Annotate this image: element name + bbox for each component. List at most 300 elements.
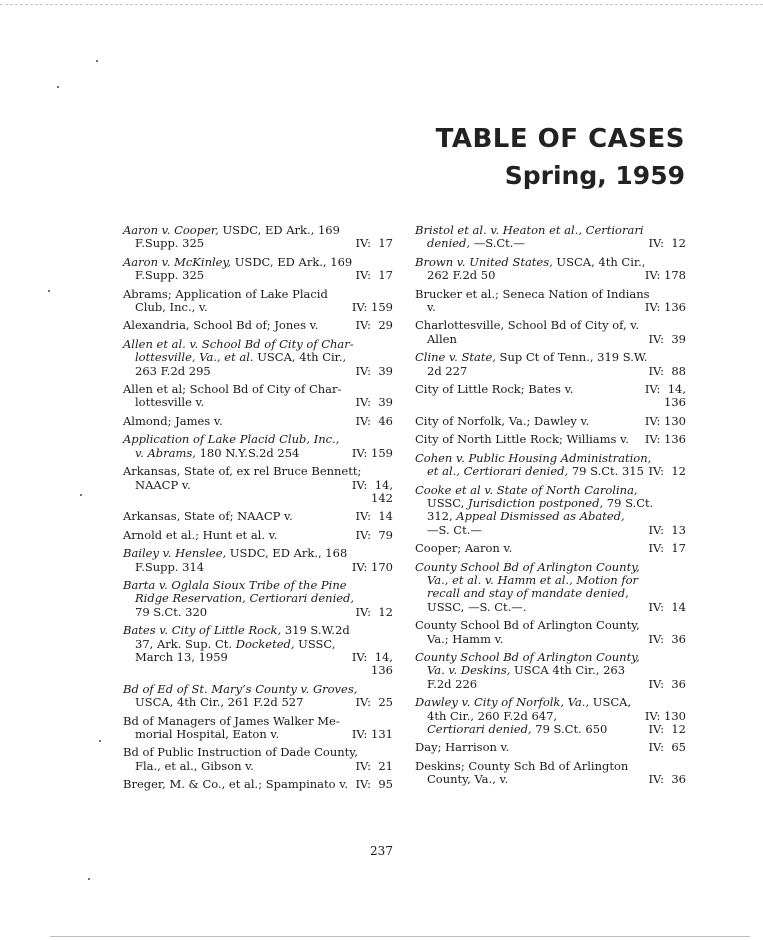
case-line	[415, 497, 686, 510]
case-citation	[427, 723, 607, 736]
case-text: 37, Ark. Sup. Ct.	[135, 636, 236, 651]
case-citation	[427, 510, 625, 523]
case-citation	[123, 510, 293, 523]
volume-page-reference: 136	[371, 663, 393, 678]
case-line	[415, 333, 686, 346]
volume-page-reference: IV: 14,	[644, 382, 686, 397]
case-text: —S. Ct.—	[427, 522, 482, 537]
case-line	[415, 723, 686, 736]
case-text: NAACP v.	[135, 477, 191, 492]
case-text: morial Hospital, Eaton v.	[135, 727, 280, 741]
case-text: USSC,	[294, 636, 336, 651]
case-citation	[123, 624, 350, 637]
case-entry	[415, 256, 686, 283]
case-citation	[123, 715, 340, 728]
volume-page-reference: IV: 131	[351, 727, 393, 741]
case-citation	[415, 383, 573, 396]
case-citation	[415, 696, 631, 709]
case-entry	[415, 351, 686, 378]
case-entry	[415, 561, 686, 615]
case-line	[415, 383, 686, 396]
case-line	[123, 683, 393, 696]
case-text: County, Va., v.	[427, 772, 509, 787]
case-citation	[427, 664, 625, 677]
case-citation	[135, 237, 204, 250]
case-entry	[415, 484, 686, 538]
case-citation	[415, 542, 512, 555]
case-line	[123, 338, 393, 351]
case-citation	[427, 333, 457, 346]
case-citation	[415, 651, 640, 664]
case-line	[123, 592, 393, 605]
case-text: USDC, ED Ark., 169	[218, 223, 340, 237]
case-line	[415, 524, 686, 537]
volume-page-reference: IV: 21	[355, 758, 393, 773]
case-citation	[427, 465, 644, 478]
case-citation	[123, 415, 223, 428]
case-text: 79 S.Ct. 315	[568, 464, 644, 479]
case-text: USDC, ED Ark., 169	[231, 254, 353, 269]
case-text: Fla., et al., Gibson v.	[135, 758, 254, 773]
case-citation	[135, 447, 299, 460]
cases-column-left	[123, 224, 393, 797]
case-line	[123, 224, 393, 237]
case-name-italic: v. Abrams,	[135, 445, 196, 460]
case-line	[123, 237, 393, 250]
case-line	[415, 224, 686, 237]
page-number: 237	[370, 844, 393, 858]
case-citation	[427, 678, 477, 691]
case-line	[415, 452, 686, 465]
volume-page-reference: IV: 17	[355, 268, 393, 283]
case-entry	[415, 383, 686, 410]
case-line	[123, 351, 393, 364]
case-text: —S.Ct.—	[470, 236, 525, 251]
case-name-italic: Va., et al. v. Hamm et al., Motion for	[427, 572, 639, 587]
case-text: 2d 227	[427, 363, 468, 378]
case-citation	[427, 574, 638, 587]
volume-page-reference: IV: 17	[355, 236, 393, 251]
case-line	[415, 651, 686, 664]
case-line	[415, 678, 686, 691]
case-text: F.Supp. 325	[135, 236, 205, 251]
scan-speck	[48, 290, 50, 292]
case-name-italic: recall and stay of mandate denied,	[427, 586, 629, 601]
case-line	[415, 256, 686, 269]
case-citation	[427, 497, 653, 510]
case-citation	[135, 561, 204, 574]
volume-page-reference: IV: 136	[644, 432, 686, 447]
case-text: County School Bd of Arlington County,	[415, 618, 640, 633]
case-line	[123, 728, 393, 741]
case-citation	[123, 683, 357, 696]
case-name-italic: denied,	[427, 236, 471, 251]
case-line	[415, 760, 686, 773]
case-line	[415, 587, 686, 600]
case-text: USSC, —S. Ct.—.	[427, 599, 527, 614]
volume-page-reference: IV: 17	[648, 541, 686, 556]
case-citation	[135, 269, 204, 282]
case-text: Cooper; Aaron v.	[415, 541, 513, 556]
case-line	[415, 433, 686, 446]
case-citation	[415, 224, 644, 237]
case-name-italic: Application of Lake Placid Club, Inc.,	[123, 432, 340, 447]
case-text: March 13, 1959	[135, 649, 228, 664]
volume-page-reference: IV: 12	[355, 604, 393, 619]
case-text: 312,	[427, 509, 457, 524]
case-line	[415, 396, 686, 409]
case-text: v.	[427, 300, 436, 315]
case-line	[123, 433, 393, 446]
case-text: 263 F.2d 295	[135, 363, 211, 378]
case-entry	[123, 579, 393, 619]
volume-page-reference: IV: 130	[644, 413, 686, 428]
case-line	[415, 269, 686, 282]
case-citation	[427, 601, 526, 614]
case-text: Sup Ct of Tenn., 319 S.W.	[495, 350, 648, 365]
volume-page-reference: IV: 39	[648, 331, 686, 346]
case-entry	[123, 683, 393, 710]
case-text: Allen et al; School Bd of City of Char-	[123, 382, 342, 397]
volume-page-reference: IV: 29	[355, 318, 393, 333]
case-text: F.Supp. 325	[135, 268, 205, 283]
case-name-italic: Cooke et al v. State of North Carolina,	[415, 482, 638, 497]
case-citation	[135, 651, 228, 664]
case-line	[415, 773, 686, 786]
case-entry	[415, 319, 686, 346]
case-citation	[427, 587, 629, 600]
case-text: Breger, M. & Co., et al.; Spampinato v.	[123, 777, 349, 792]
volume-page-reference: IV: 95	[355, 777, 393, 792]
case-text: USCA,	[589, 695, 632, 710]
case-entry	[123, 746, 393, 773]
case-line	[415, 319, 686, 332]
case-line	[123, 447, 393, 460]
case-line	[123, 561, 393, 574]
case-line	[123, 415, 393, 428]
case-text: lottesville v.	[135, 395, 205, 410]
case-text: F.Supp. 314	[135, 559, 205, 574]
case-line	[415, 696, 686, 709]
case-line	[123, 288, 393, 301]
page-bottom-edge	[50, 936, 750, 937]
scan-speck	[99, 740, 101, 742]
case-citation	[123, 746, 358, 759]
case-text: Day; Harrison v.	[415, 740, 510, 755]
case-name-italic: Appeal Dismissed as Abated,	[456, 509, 625, 524]
case-text: City of Norfolk, Va.; Dawley v.	[415, 413, 590, 428]
case-name-italic: Dawley v. City of Norfolk, Va.,	[415, 695, 590, 710]
case-citation	[135, 638, 335, 651]
case-line	[123, 651, 393, 664]
case-line	[415, 365, 686, 378]
volume-page-reference: IV: 36	[648, 772, 686, 787]
case-line	[123, 301, 393, 314]
case-name-italic: lottesville, Va., et al.	[135, 350, 254, 365]
scan-speck	[57, 86, 59, 88]
case-entry	[123, 529, 393, 542]
case-citation	[123, 579, 347, 592]
case-citation	[427, 365, 467, 378]
case-text: Arkansas, State of; NAACP v.	[123, 509, 293, 524]
case-text: 4th Cir., 260 F.2d 647,	[427, 708, 558, 723]
case-text: City of North Little Rock; Williams v.	[415, 432, 629, 447]
case-citation	[415, 288, 650, 301]
case-citation	[135, 760, 254, 773]
case-entry	[123, 715, 393, 742]
case-name-italic: Aaron v. McKinley,	[123, 254, 232, 269]
case-citation	[123, 383, 341, 396]
case-entry	[123, 547, 393, 574]
case-text: USCA, 4th Cir.,	[552, 254, 646, 269]
case-citation	[427, 269, 495, 282]
case-citation	[415, 351, 647, 364]
case-text: Arkansas, State of, ex rel Bruce Bennett;	[123, 464, 362, 479]
case-citation	[123, 256, 352, 269]
case-text: F.2d 226	[427, 676, 478, 691]
case-text: USCA, 4th Cir.,	[253, 350, 347, 365]
case-text: 79 S.Ct. 320	[135, 604, 208, 619]
case-line	[415, 542, 686, 555]
case-citation	[415, 741, 509, 754]
case-entry	[415, 760, 686, 787]
scan-speck	[96, 60, 98, 62]
case-name-italic: Bates v. City of Little Rock,	[123, 623, 282, 638]
case-text: 180 N.Y.S.2d 254	[195, 445, 300, 460]
case-citation	[415, 319, 639, 332]
scan-speck	[88, 878, 90, 880]
volume-page-reference: IV: 14	[648, 599, 686, 614]
case-entry	[415, 452, 686, 479]
volume-page-reference: IV: 159	[351, 300, 393, 315]
case-line	[123, 579, 393, 592]
case-entry	[123, 338, 393, 378]
case-text: 262 F.2d 50	[427, 268, 496, 283]
case-text: Brucker et al.; Seneca Nation of Indians	[415, 286, 650, 301]
case-name-italic: Bailey v. Henslee,	[123, 546, 227, 561]
case-name-italic: Bd of Ed of St. Mary’s County v. Groves,	[123, 681, 358, 696]
case-text: USCA, 4th Cir., 261 F.2d 527	[135, 695, 304, 710]
case-citation	[123, 224, 340, 237]
case-line	[123, 365, 393, 378]
case-line	[123, 746, 393, 759]
volume-page-reference: 136	[664, 395, 686, 410]
case-line	[123, 760, 393, 773]
case-entry	[123, 415, 393, 428]
case-entry	[415, 542, 686, 555]
volume-page-reference: IV: 39	[355, 395, 393, 410]
volume-page-reference: IV: 178	[644, 268, 686, 283]
case-line	[415, 288, 686, 301]
case-citation	[427, 237, 525, 250]
case-citation	[415, 415, 589, 428]
case-text: Charlottesville, School Bd of City of, v.	[415, 318, 640, 333]
volume-page-reference: IV: 79	[355, 527, 393, 542]
case-text: USCA 4th Cir., 263	[510, 663, 626, 678]
case-line	[415, 619, 686, 632]
case-citation	[123, 288, 328, 301]
volume-page-reference: IV: 39	[355, 363, 393, 378]
case-entry	[415, 224, 686, 251]
case-line	[123, 319, 393, 332]
case-citation	[123, 778, 348, 791]
case-citation	[135, 696, 303, 709]
page-subtitle: Spring, 1959	[504, 161, 685, 190]
volume-page-reference: IV: 170	[351, 559, 393, 574]
case-name-italic: Cohen v. Public Housing Administration,	[415, 450, 652, 465]
case-text: USDC, ED Ark., 168	[226, 546, 348, 561]
case-text: Va.; Hamm v.	[427, 631, 504, 646]
page-top-edge	[0, 4, 763, 5]
case-line	[123, 529, 393, 542]
volume-page-reference: 142	[371, 490, 393, 505]
case-citation	[415, 256, 645, 269]
case-line	[123, 492, 393, 505]
case-line	[415, 415, 686, 428]
case-name-italic: Cline v. State,	[415, 350, 496, 365]
case-line	[123, 606, 393, 619]
page-title: TABLE OF CASES	[435, 124, 685, 154]
case-entry	[123, 256, 393, 283]
case-text: Club, Inc., v.	[135, 300, 208, 315]
case-line	[123, 715, 393, 728]
case-citation	[123, 319, 318, 332]
case-text: 79 S.Ct. 650	[531, 722, 608, 736]
case-line	[415, 741, 686, 754]
case-line	[415, 633, 686, 646]
case-line	[123, 638, 393, 651]
volume-page-reference: IV: 46	[355, 413, 393, 428]
case-name-italic: Ridge Reservation, Certiorari denied,	[135, 591, 355, 606]
case-text: Almond; James v.	[123, 413, 223, 428]
case-citation	[427, 633, 503, 646]
case-citation	[415, 561, 640, 574]
case-text: 79 S.Ct.	[603, 495, 654, 510]
case-line	[415, 601, 686, 614]
case-entry	[415, 415, 686, 428]
case-citation	[415, 433, 629, 446]
case-line	[415, 351, 686, 364]
volume-page-reference: IV: 136	[644, 300, 686, 315]
case-citation	[123, 433, 339, 446]
case-citation	[135, 365, 211, 378]
case-line	[123, 664, 393, 677]
case-line	[415, 465, 686, 478]
case-line	[415, 561, 686, 574]
case-entry	[123, 224, 393, 251]
volume-page-reference: IV: 159	[351, 445, 393, 460]
case-citation	[135, 606, 207, 619]
case-citation	[123, 529, 277, 542]
volume-page-reference: IV: 25	[355, 695, 393, 710]
case-text: USSC,	[427, 495, 468, 510]
case-line	[415, 574, 686, 587]
volume-page-reference: IV: 88	[648, 363, 686, 378]
case-line	[123, 547, 393, 560]
case-entry	[123, 433, 393, 460]
case-line	[415, 510, 686, 523]
case-name-italic: Va. v. Deskins,	[427, 663, 511, 678]
volume-page-reference: IV: 12	[648, 722, 686, 736]
case-line	[415, 664, 686, 677]
case-entry	[415, 288, 686, 315]
case-text: Abrams; Application of Lake Placid	[123, 286, 328, 301]
case-entry	[415, 741, 686, 754]
case-name-italic: Jurisdiction postponed,	[467, 495, 604, 510]
case-line	[123, 479, 393, 492]
case-name-italic: Bristol et al. v. Heaton et al., Certiorari	[415, 223, 644, 237]
case-name-italic: Barta v. Oglala Sioux Tribe of the Pine	[123, 577, 347, 592]
scan-speck	[80, 494, 82, 496]
case-line	[123, 383, 393, 396]
case-citation	[135, 301, 208, 314]
volume-page-reference: IV: 12	[648, 236, 686, 251]
case-entry	[123, 778, 393, 791]
volume-page-reference: IV: 36	[648, 631, 686, 646]
case-name-italic: et al., Certiorari denied,	[427, 464, 569, 479]
case-line	[123, 624, 393, 637]
case-text: Deskins; County Sch Bd of Arlington	[415, 758, 629, 773]
case-text: City of Little Rock; Bates v.	[415, 382, 574, 397]
case-name-italic: Aaron v. Cooper,	[123, 223, 219, 237]
case-line	[415, 301, 686, 314]
case-citation	[135, 396, 204, 409]
case-entry	[123, 383, 393, 410]
case-text: Bd of Public Instruction of Dade County,	[123, 745, 358, 760]
case-text: Alexandria, School Bd of; Jones v.	[123, 318, 319, 333]
volume-page-reference: IV: 14	[355, 509, 393, 524]
volume-page-reference: IV: 36	[648, 676, 686, 691]
case-citation	[427, 301, 436, 314]
case-text: 319 S.W.2d	[281, 623, 350, 638]
case-citation	[123, 465, 361, 478]
case-entry	[123, 510, 393, 523]
volume-page-reference: IV: 12	[648, 464, 686, 479]
case-entry	[415, 651, 686, 691]
case-entry	[123, 624, 393, 678]
case-line	[123, 256, 393, 269]
case-line	[123, 465, 393, 478]
case-citation	[135, 479, 191, 492]
case-name-italic: Brown v. United States,	[415, 254, 553, 269]
case-citation	[415, 484, 638, 497]
case-citation	[427, 773, 508, 786]
case-citation	[415, 760, 628, 773]
case-text: Arnold et al.; Hunt et al. v.	[123, 527, 278, 542]
case-citation	[415, 452, 651, 465]
case-citation	[123, 338, 354, 351]
case-line	[123, 269, 393, 282]
case-entry	[123, 465, 393, 505]
case-line	[123, 396, 393, 409]
case-line	[415, 484, 686, 497]
volume-page-reference: IV: 14,	[351, 477, 393, 492]
case-name-italic: Docketed,	[235, 636, 295, 651]
case-entry	[415, 696, 686, 736]
page-header	[436, 122, 685, 194]
case-entry	[123, 288, 393, 315]
case-citation	[135, 351, 346, 364]
volume-page-reference: IV: 13	[648, 522, 686, 537]
case-name-italic: County School Bd of Arlington County,	[415, 649, 640, 664]
cases-column-right	[415, 224, 686, 792]
case-citation	[123, 547, 347, 560]
case-name-italic: Allen et al. v. School Bd of City of Char-	[123, 336, 354, 351]
volume-page-reference: IV: 130	[644, 708, 686, 723]
case-text: Bd of Managers of James Walker Me-	[123, 713, 340, 728]
case-line	[123, 696, 393, 709]
case-line	[415, 237, 686, 250]
